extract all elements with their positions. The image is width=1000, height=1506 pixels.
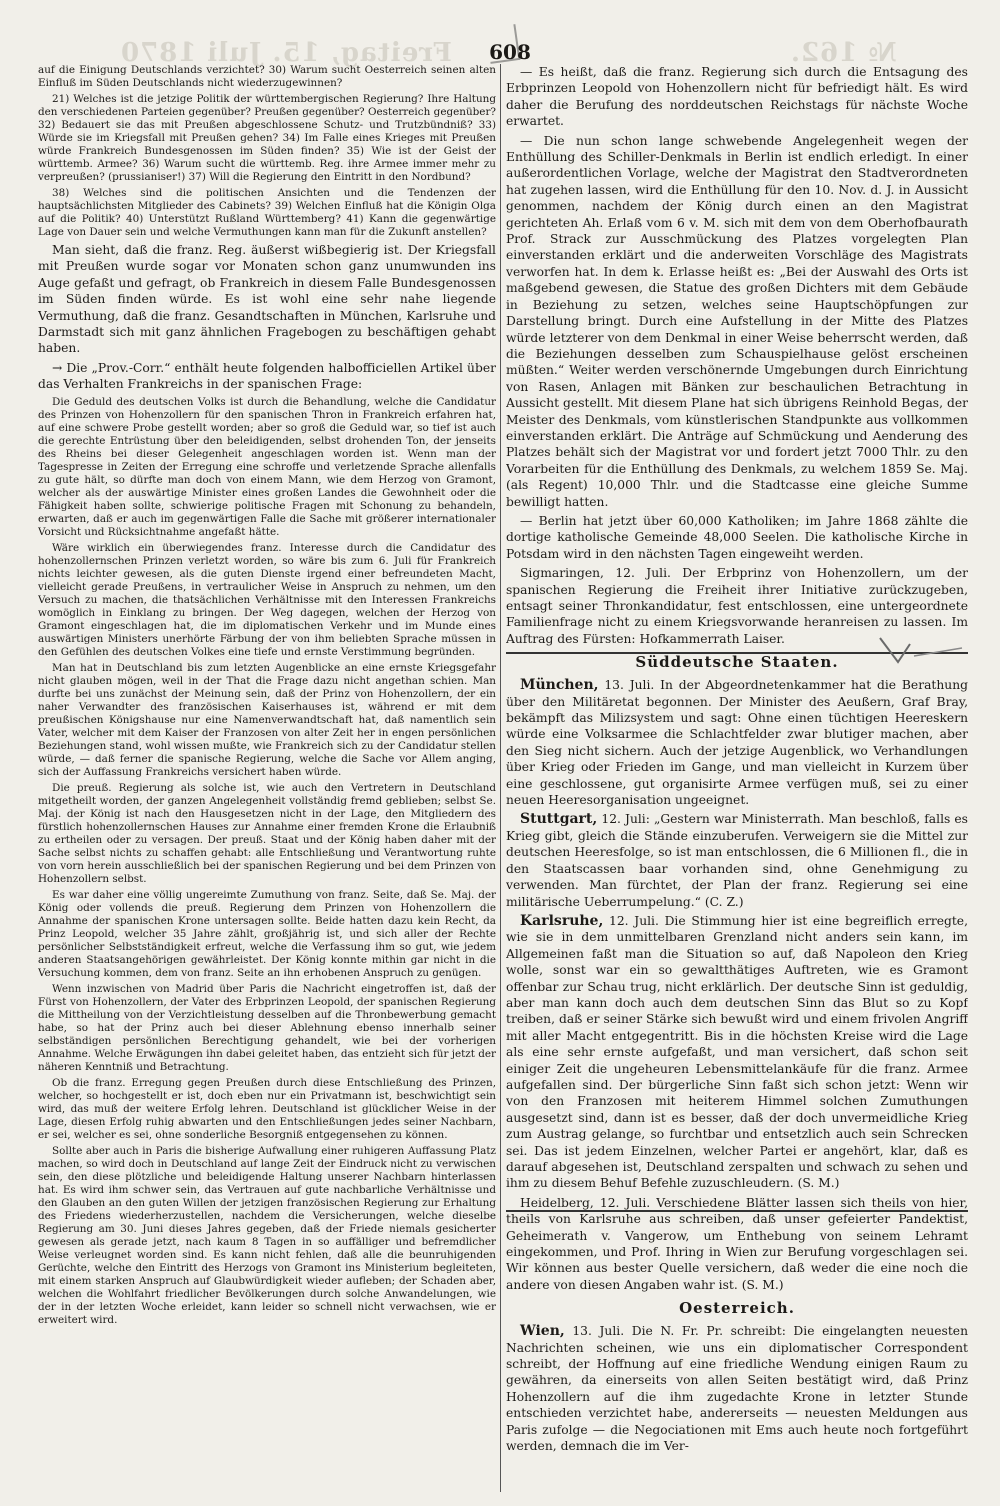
news-paragraph: — Es heißt, daß die franz. Regierung sich durch die Entsagung des Erbprinzen Leopold von Hohenzollern nicht für befriedigt hält. Es wird daher die Berufung des norddeutschen Reichstags für nächste Woche erwartet.: [506, 65, 968, 129]
article-paragraph: → Die „Prov.-Corr.“ enthält heute folgenden halbofficiellen Artikel über das Verhalten Frankreichs in der spanischen Frage:: [38, 360, 496, 392]
dispatch-munich: [506, 677, 968, 808]
dispatch-text: 13. Juli. Die N. Fr. Pr. schreibt: Die eingelangten neuesten Nachrichten scheinen, wie uns ein diplomatischer Correspondent schreibt, der Hoffnung auf eine friedliche Wendung einigen Raum zu gewähren, da einerseits von allen Seiten bestätigt wird, daß Prinz Hohenzollern auf die ihm zugedachte Krone in letzter Stunde entschieden verzichtet habe, andererseits — neuesten Meldungen aus Paris zufolge — die Negociationen mit Ems auch heute noch fortgeführt werden, demnach die im Ver-: [506, 1324, 968, 1454]
news-paragraph: — Berlin hat jetzt über 60,000 Katholiken; im Jahre 1868 zählte die dortige katholische Gemeinde 48,000 Seelen. Die katholische Kirche in Potsdam wird in den nächsten Tagen eingeweiht werden.: [506, 513, 968, 561]
dispatch-text: 12. Juli: „Gestern war Ministerrath. Man beschloß, falls es Krieg gibt, gleich die Stände einzuberufen. Verweigern sie die Mittel zur deutschen Heeresfolge, so ist man entschlossen, die 6 Millionen fl., die in den Staatscassen baar vorhanden sind, ohne Genehmigung zu verwenden. Man fürchtet, der Plan der franz. Regierung sei eine militärische Ueberrumpelung.“ (C. Z.): [506, 812, 968, 909]
section-title-austria: Oesterreich.: [679, 1299, 795, 1318]
news-paragraph: Sigmaringen, 12. Juli. Der Erbprinz von Hohenzollern, um der spanischen Regierung die Freiheit ihrer Initiative zurückzugeben, entsagt seiner Thronkandidatur, fest entschlossen, eine untergeordnete Familienfrage nicht zu einem Kriegsvorwande heranreisen zu lassen. Im Auftrag des Fürsten: Hofkammerrath Laiser.: [506, 566, 968, 646]
dispatch-karlsruhe: [506, 913, 968, 1192]
dateline-place: München,: [520, 677, 599, 694]
question-paragraph: 21) Welches ist die jetzige Politik der württembergischen Regierung? Ihre Haltung den verschiedenen Parteien gegenüber? Preußen gegenüber? Oesterreich gegenüber? 32) Bedauert sie das mit Preußen abgeschlossene Schutz- und Trutzbündniß? 33) Würde sie im Kriegsfall mit Preußen gehen? 34) Im Falle eines Krieges mit Preußen würde Frankreich Bundesgenossen im Süden finden? 35) Wie ist der Geist der württemb. Armee? 36) Warum sucht die württemb. Reg. ihre Armee immer mehr zu verpreußen? (prussianiser!) 37) Will die Regierung den Eintritt in den Nordbund?: [38, 93, 496, 183]
quoted-paragraph: Man hat in Deutschland bis zum letzten Augenblicke an eine ernste Kriegsgefahr nicht glauben mögen, weil in der That die Frage dazu nicht angethan schien. Man durfte bei uns zunächst der Meinung sein, daß der Prinz von Hohenzollern, der ein naher Verwandter des französischen Kaiserhauses ist, während er mit dem preußischen Königshause nur eine Namenverwandtschaft hat, daß namentlich sein Vater, welcher mit dem Kaiser der Franzosen von alter Zeit her in engen persönlichen Beziehungen stand, wohl wissen mußte, wie Frankreich sich zu der Candidatur stellen würde, — daß ferner die spanische Regierung, welche die Sache vor Allem anging, sich der Auffassung Frankreichs versichert haben würde.: [38, 661, 496, 778]
bleedthrough-header-left: Freitag, 15. Juli 1870: [120, 38, 452, 68]
left-column: [38, 64, 496, 1498]
dispatch-text: 13. Juli. In der Abgeordnetenkammer hat die Berathung über den Militäretat begonnen. Der Minister des Aeußern, Graf Bray, bekämpft das Milizsystem und sagt: Ohne einen tüchtigen Heereskern würde eine Volksarmee die Schlachtfelder zwar blutiger machen, aber den Sieg nicht sichern. Auch der jetzige Augenblick, wo Verhandlungen über Krieg oder Frieden im Gange, und man vielleicht in Kurzem über eine geschlossene, gut organisirte Armee verfügen muß, sei zu einer neuen Heeresorganisation ungeeignet.: [506, 678, 968, 808]
news-paragraph: — Die nun schon lange schwebende Angelegenheit wegen der Enthüllung des Schiller-Denkmals in Berlin ist endlich erledigt. In einer außerordentlichen Vorlage, welche der Magistrat den Stadtverordneten hat zugehen lassen, wird die Enthüllung für den 10. Nov. d. J. in Aussicht genommen, nachdem der König durch einen an den Magistrat gerichteten Ah. Erlaß vom 6 v. M. sich mit dem von dem Oberhofbaurath Prof. Strack zur Ausschmückung des Platzes vorgelegten Plan einverstanden erklärt und die anderweiten Vorschläge des Magistrats verworfen hat. In dem k. Erlasse heißt es: „Bei der Auswahl des Orts ist maßgebend gewesen, die Statue des großen Dichters mit dem Gebäude in Beziehung zu setzen, welches seine Hauptschöpfungen zur Darstellung bringt. Durch eine Aufstellung in der Mitte des Platzes würde letzterer von dem Denkmal in einer Weise beherrscht werden, daß die Beziehungen desselben zum Schauspielhause gelöst erscheinen müßten.“ Weiter werden verschönernde Umgebungen durch Einrichtung von Rasen, Anlagen mit Bänken zur beschaulichen Betrachtung in Aussicht gestellt. Mit diesem Plane hat sich übrigens Reinhold Begas, der Meister des Denkmals, vom künstlerischen Standpunkte aus vollkommen einverstanden erklärt. Die Anträge auf Schmückung und Aenderung des Platzes behält sich der Magistrat vor und fordert jetzt 7000 Thlr. zu den Vorarbeiten für die Enthüllung des Denkmals, zu welchem 1859 Se. Maj. (als Regent) 10,000 Thlr. und die Stadtcasse eine gleiche Summe bewilligt hatten.: [506, 133, 968, 509]
section-title-south: Süddeutsche Staaten.: [635, 653, 839, 672]
article-paragraph: Man sieht, daß die franz. Reg. äußerst wißbegierig ist. Der Kriegsfall mit Preußen wurde sogar vor Monaten schon ganz unumwunden ins Auge gefaßt und gefragt, ob Frankreich in diesem Falle Bundesgenossen im Süden finden würde. Es ist wohl eine sehr nahe liegende Vermuthung, daß die franz. Gesandtschaften in München, Karlsruhe und Darmstadt sich mit ganz ähnlichen Fragebogen zu beschäftigen gehabt haben.: [38, 243, 496, 356]
quoted-paragraph: Wenn inzwischen von Madrid über Paris die Nachricht eingetroffen ist, daß der Fürst von Hohenzollern, der Vater des Erbprinzen Leopold, der spanischen Regierung die Mittheilung von der Verzichtleistung desselben auf die Thronbewerbung gemacht habe, so hat der Prinz auch bei dieser Ablehnung ebenso innerhalb seiner selbständigen persönlichen Berechtigung gehandelt, wie bei der vorherigen Annahme. Welche Erwägungen ihn dabei geleitet haben, das entzieht sich für jetzt der näheren Kenntniß und Betrachtung.: [38, 982, 496, 1073]
dateline-place: Wien,: [520, 1323, 565, 1340]
quoted-paragraph: Wäre wirklich ein überwiegendes franz. Interesse durch die Candidatur des hohenzollernschen Prinzen verletzt worden, so wäre bis zum 6. Juli für Frankreich nichts leichter gewesen, als die guten Dienste irgend einer befreundeten Macht, vielleicht gerade Preußens, in vertraulicher Weise in Anspruch zu nehmen, um den Versuch zu machen, die thatsächlichen Verhältnisse mit den Interessen Frankreichs womöglich in Einklang zu bringen. Der Weg dagegen, welchen der Herzog von Gramont eingeschlagen hat, die im diplomatischen Verkehr und im Munde eines auswärtigen Ministers unerhörte Färbung der von ihm beliebten Sprache müssen in den Gefühlen des deutschen Volkes eine tiefe und ernste Verstimmung begründen.: [38, 541, 496, 658]
quoted-paragraph: Die Geduld des deutschen Volks ist durch die Behandlung, welche die Candidatur des Prinzen von Hohenzollern für den spanischen Thron in Frankreich erfahren hat, auf eine schwere Probe gestellt worden; aber so groß die Geduld war, so tief ist auch die gerechte Entrüstung über den beleidigenden, selbst drohenden Ton, der jenseits des Rheins bei dieser Gelegenheit angeschlagen worden ist. Wenn man der Tagespresse in Zeiten der Erregung eine schroffe und verletzende Sprache allenfalls zu gute hält, so dürfte man doch von einem Mann, wie dem Herzog von Gramont, welcher als der auswärtige Minister eines großen Landes die Gewohnheit oder die Fähigkeit haben sollte, schwierige politische Fragen mit Schonung zu behandeln, erwarten, daß er auch im gegenwärtigen Falle die Sache mit größerer internationaler Vorsicht und Rücksichtnahme angefaßt hätte.: [38, 395, 496, 538]
question-paragraph: auf die Einigung Deutschlands verzichtet? 30) Warum sucht Oesterreich seinen alten Einfluß im Süden Deutschlands nicht wiederzugewinnen?: [38, 64, 496, 89]
quoted-paragraph: Ob die franz. Erregung gegen Preußen durch diese Entschließung des Prinzen, welcher, so hochgestellt er ist, doch eben nur ein Privatmann ist, beschwichtigt sein wird, das muß der weitere Erfolg lehren. Deutschland ist glücklicher Weise in der Lage, diesen Erfolg ruhig abwarten und den Entschließungen jedes seiner Nachbarn, er sei, welcher es sei, ohne sonderliche Besorgniß entgegensehen zu können.: [38, 1076, 496, 1141]
dateline-place: Karlsruhe,: [520, 912, 604, 929]
dateline-place: Stuttgart,: [520, 811, 598, 828]
dispatch-heidelberg: Heidelberg, 12. Juli. Verschiedene Blätter lassen sich theils von hier, theils von Karlsruhe aus schreiben, daß unser gefeierter Pandektist, Geheimerath v. Vangerow, um Enthebung von seinem Lehramt eingekommen, und Prof. Ihring in Wien zur Berufung vorgeschlagen sei. Wir können aus bester Quelle versichern, daß weder die eine noch die andere von diesen Angaben wahr ist. (S. M.): [506, 1195, 968, 1292]
quoted-paragraph: Sollte aber auch in Paris die bisherige Aufwallung einer ruhigeren Auffassung Platz machen, so wird doch in Deutschland auf lange Zeit der Eindruck nicht zu verwischen sein, den diese plötzliche und beleidigende Haltung unserer Nachbarn hinterlassen hat. Es wird ihm schwer sein, das Vertrauen auf gute nachbarliche Verhältnisse und den Glauben an den guten Willen der jetzigen französischen Regierung zur Erhaltung des Friedens wiederherzustellen, nachdem die Versicherungen, welche dieselbe Regierung am 30. Juni dieses Jahres gegeben, daß der Friede niemals gesicherter gewesen als gerade jetzt, nach kaum 8 Tagen in so auffälliger und befremdlicher Weise verleugnet worden sind. Es kann nicht fehlen, daß alle die beunruhigenden Gerüchte, welche den Eintritt des Herzogs von Gramont ins Ministerium begleiteten, mit einem starken Anspruch auf Glaubwürdigkeit wieder aufleben; der Schaden aber, welchen die Wohlfahrt friedlicher Bevölkerungen durch solche Anwandelungen, wie der in der letzten Woche erleidet, kann leider so schnell nicht verwachsen, wie er erweitert wird.: [38, 1144, 496, 1326]
column-divider: [500, 64, 501, 1492]
bleedthrough-header-right: № 162.: [790, 38, 897, 68]
question-paragraph: 38) Welches sind die politischen Ansichten und die Tendenzen der hauptsächlichsten Mitglieder des Cabinets? 39) Welchen Einfluß hat die Königin Olga auf die Politik? 40) Unterstützt Rußland Württemberg? 41) Kann die gegenwärtige Lage von Dauer sein und welche Vermuthungen kann man für die Zukunft anstellen?: [38, 187, 496, 238]
dispatch-text: 12. Juli. Die Stimmung hier ist eine begreiflich erregte, wie sie in dem unmittelbaren Grenzland nicht anders sein kann, im Allgemeinen faßt man die Situation so auf, daß Napoleon den Krieg wolle, sonst war ein so gewaltthätiges Auftreten, wie es Gramont offenbar zur Schau trug, nicht erklärlich. Der deutsche Sinn ist geduldig, aber man kann doch auch dem deutschen Sinn das Blut so zu Kopf treiben, daß er seiner Stärke sich bewußt wird und einem frivolen Angriff mit aller Macht entgegentritt. Bis in die höchsten Kreise wird die Lage als eine sehr ernste aufgefaßt, und man versichert, daß schon seit einiger Zeit die ungeheuren Lebensmittelankäufe für die franz. Armee aufgefallen sind. Der bürgerliche Sinn faßt sich schon jetzt: Wenn wir von den Franzosen mit heiterem Himmel solchen Zumuthungen ausgesetzt sind, dann ist es besser, daß der doch unvermeidliche Krieg zum Austrag gelange, so furchtbar und entsetzlich auch sein Schrecken sei. Das ist jedem Einzelnen, welcher Partei er angehört, klar, daß es darauf abgesehen ist, Deutschland zerspalten und schwach zu sehen und ihm zu diesem Behuf Befehle zuzuschleudern. (S. M.): [506, 913, 968, 1191]
page-number: 608: [489, 40, 531, 64]
quoted-paragraph: Die preuß. Regierung als solche ist, wie auch den Vertretern in Deutschland mitgetheilt worden, der ganzen Angelegenheit vollständig fremd geblieben; selbst Se. Maj. der König ist nach den Hausgesetzen nicht in der Lage, den Mitgliedern des fürstlich hohenzollernschen Hauses zur Annahme einer fremden Krone die Erlaubniß zu ertheilen oder zu versagen. Der preuß. Staat und der König haben daher mit der Sache selbst nichts zu schaffen gehabt: alle Entschließung und Verantwortung ruhte von vorn herein ausschließlich bei der spanischen Regierung und bei dem Prinzen von Hohenzollern selbst.: [38, 781, 496, 885]
dispatch-stuttgart: [506, 811, 968, 909]
dispatch-vienna: [506, 1323, 968, 1454]
right-column: [506, 64, 968, 1498]
quoted-paragraph: Es war daher eine völlig ungereimte Zumuthung von franz. Seite, daß Se. Maj. der König oder vollends die preuß. Regierung dem Prinzen von Hohenzollern die Annahme der spanischen Krone untersagen sollte. Beide hatten dazu kein Recht, da Prinz Leopold, welcher 35 Jahre zählt, großjährig ist, und sich aller der Rechte persönlicher Selbstständigkeit erfreut, welche die Verfassung ihm so gut, wie jedem anderen Staatsangehörigen gewährleistet. Der König konnte mithin gar nicht in die Versuchung kommen, dem von franz. Seite an ihn erhobenen Anspruch zu genügen.: [38, 888, 496, 979]
